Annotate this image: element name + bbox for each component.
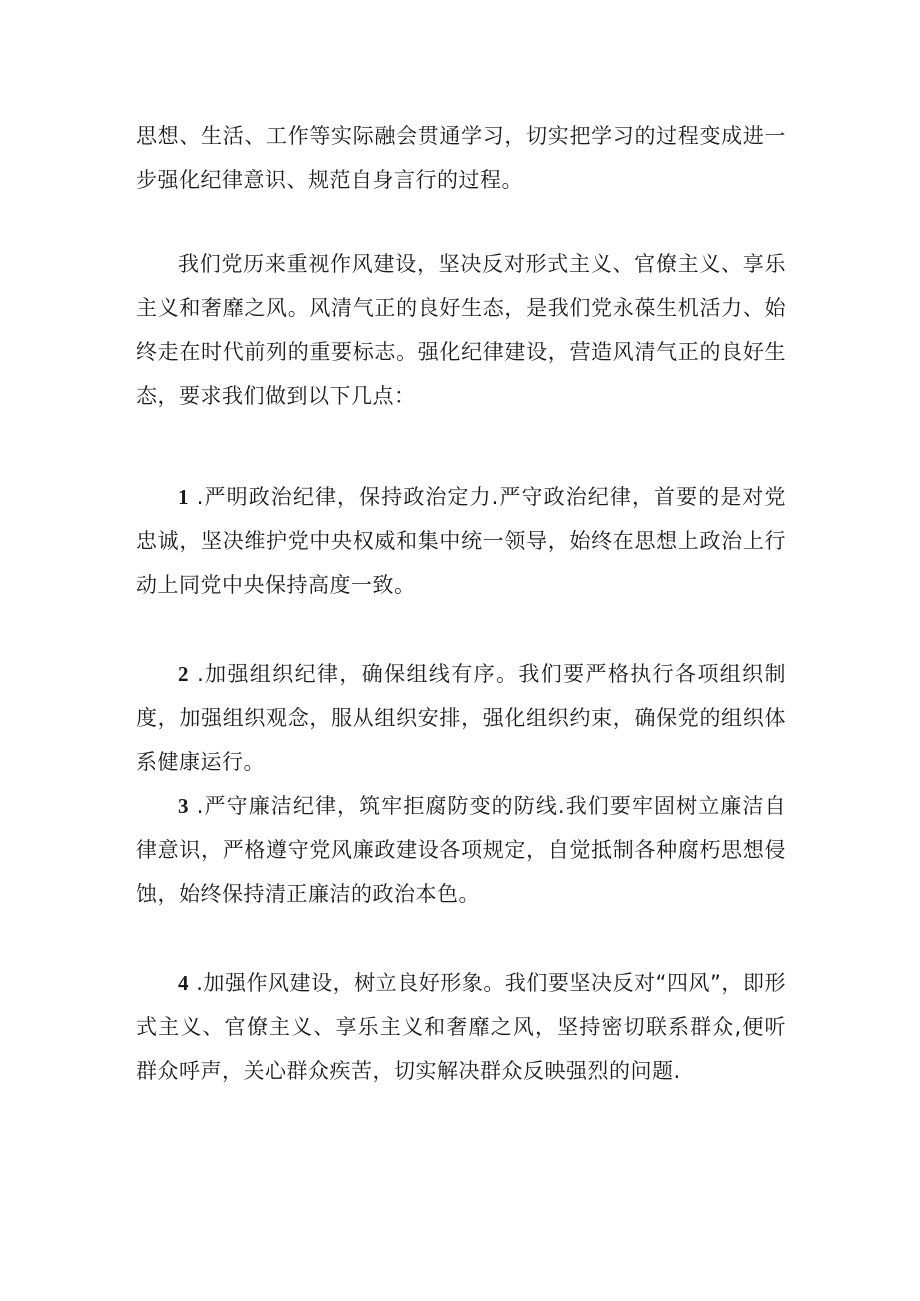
list-item-number: 2 [178,662,189,686]
list-item-text: .加强作风建设，树立良好形象。我们要坚决反对“四风”，即形式主义、官僚主义、享乐主义和奢靡之风，坚持密切联系群众,便听群众呼声，关心群众疾苦，切实解决群众反映强烈的问题. [136,971,786,1083]
list-item-number: 3 [178,794,189,818]
list-item-organizational-discipline [136,652,786,784]
list-item-text: .严明政治纪律，保持政治定力.严守政治纪律，首要的是对党忠诚，坚决维护党中央权威和集中统一领导，始终在思想上政治上行动上同党中央保持高度一致。 [136,485,786,597]
list-item-text: .严守廉洁纪律，筑牢拒腐防变的防线.我们要牢固树立廉洁自律意识，严格遵守党风廉政建设各项规定，自觉抵制各种腐朽思想侵蚀，始终保持清正廉洁的政治本色。 [136,794,786,906]
list-item-number: 4 [178,971,189,995]
list-item-text: .加强组织纪律，确保组线有序。我们要严格执行各项组织制度，加强组织观念，服从组织安排，强化组织约束，确保党的组织体系健康运行。 [136,662,786,774]
paragraph-continuation: 思想、生活、工作等实际融会贯通学习，切实把学习的过程变成进一步强化纪律意识、规范自身言行的过程。 [136,124,786,192]
list-item-work-style [136,961,786,1093]
list-item-integrity-discipline [136,784,786,916]
paragraph-intro: 我们党历来重视作风建设，坚决反对形式主义、官僚主义、享乐主义和奢靡之风。风清气正的良好生态，是我们党永葆生机活力、始终走在时代前列的重要标志。强化纪律建设，营造风清气正的良好生态，要求我们做到以下几点： [136,252,786,408]
list-item-political-discipline [136,475,786,607]
list-item-number: 1 [178,485,189,509]
